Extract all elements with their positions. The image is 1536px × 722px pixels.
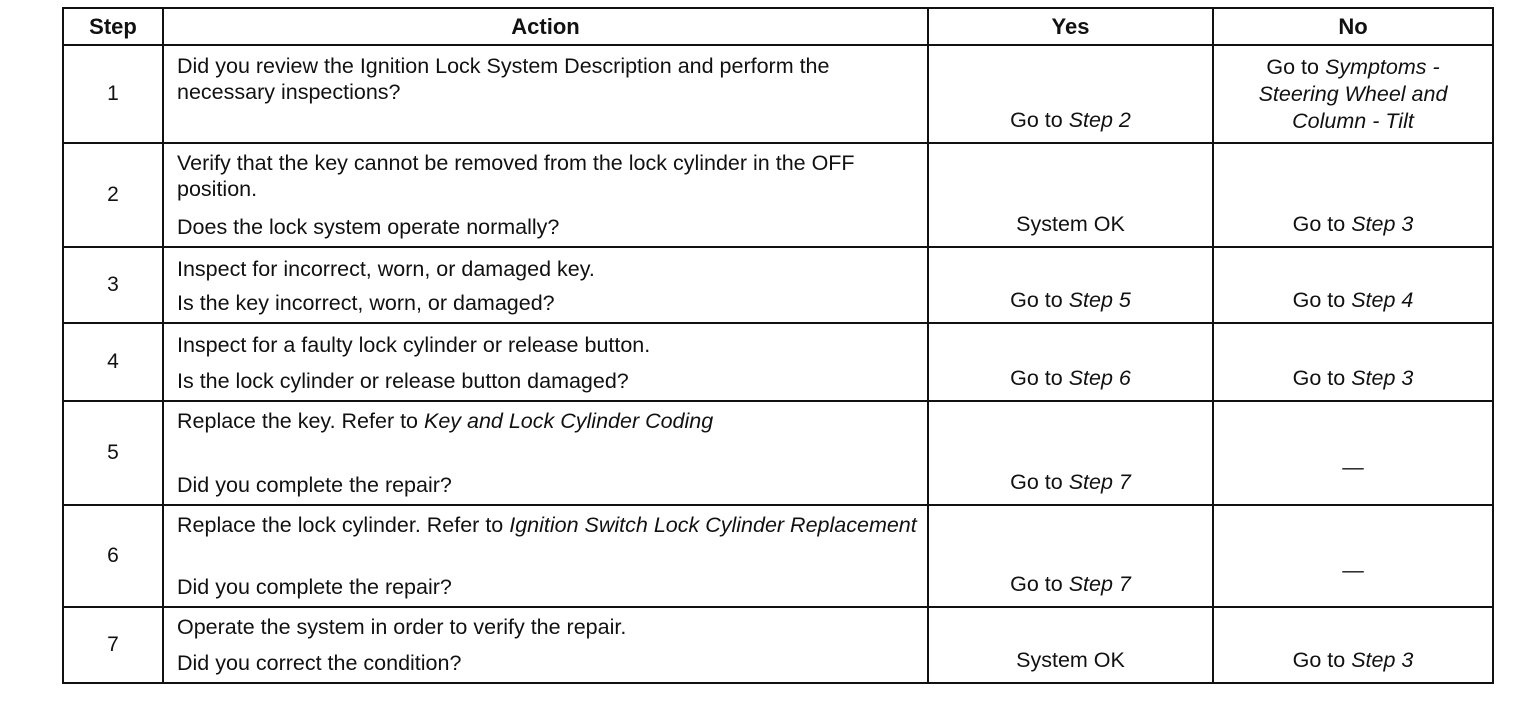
action-text: Did you review the Ignition Lock System Description and perform the necessary inspections? — [177, 54, 830, 104]
no-cell — [1213, 323, 1493, 401]
action-question: Is the lock cylinder or release button damaged? — [177, 369, 629, 393]
yes-step-link[interactable]: Step 7 — [1068, 470, 1131, 494]
action-question: Did you correct the condition? — [177, 651, 462, 675]
step-number: 4 — [63, 323, 163, 401]
yes-step-link[interactable]: Step 2 — [1068, 108, 1131, 132]
yes-prefix: Go to — [1010, 108, 1069, 132]
no-step-link[interactable]: Step 3 — [1351, 366, 1414, 390]
step-number: 2 — [63, 143, 163, 247]
action-text — [177, 408, 917, 434]
step-number: 3 — [63, 247, 163, 323]
action-prefix: Replace the lock cylinder. Refer to — [177, 513, 510, 537]
no-step-link[interactable]: Step 3 — [1351, 212, 1414, 236]
yes-step-link[interactable]: Step 6 — [1068, 366, 1131, 390]
table-row — [63, 323, 1493, 401]
yes-cell — [928, 45, 1213, 143]
yes-text: System OK — [1016, 212, 1125, 236]
table-row — [63, 401, 1493, 505]
no-step-link[interactable]: Step 4 — [1351, 288, 1414, 312]
step-number: 1 — [63, 45, 163, 143]
no-cell — [1213, 45, 1493, 143]
action-question: Did you complete the repair? — [177, 473, 452, 497]
action-text: Inspect for incorrect, worn, or damaged key. — [177, 257, 595, 281]
action-ref-link[interactable]: Ignition Switch Lock Cylinder Replacement — [509, 513, 917, 537]
action-text — [177, 512, 917, 538]
yes-cell — [928, 247, 1213, 323]
no-prefix: Go to — [1292, 212, 1352, 236]
action-text: Inspect for a faulty lock cylinder or release button. — [177, 333, 651, 357]
table-row — [63, 505, 1493, 607]
step-number: 6 — [63, 505, 163, 607]
no-prefix: Go to — [1292, 648, 1352, 672]
yes-text: System OK — [1016, 648, 1125, 672]
no-cell: — — [1213, 505, 1493, 607]
no-symptoms-link[interactable]: Symptoms - Steering Wheel and Column - Tilt — [1258, 55, 1448, 133]
table-row — [63, 45, 1493, 143]
action-question: Did you complete the repair? — [177, 575, 452, 599]
step-number: 5 — [63, 401, 163, 505]
action-cell — [163, 323, 928, 401]
diagnostic-table — [62, 7, 1494, 684]
yes-prefix: Go to — [1010, 470, 1069, 494]
action-ref-link[interactable]: Key and Lock Cylinder Coding — [423, 409, 714, 433]
table-row — [63, 607, 1493, 683]
action-question: Is the key incorrect, worn, or damaged? — [177, 291, 555, 315]
action-cell — [163, 401, 928, 505]
action-cell — [163, 247, 928, 323]
yes-prefix: Go to — [1010, 366, 1069, 390]
no-step-link[interactable]: Step 3 — [1351, 648, 1414, 672]
header-step: Step — [63, 8, 163, 45]
table-row — [63, 247, 1493, 323]
action-cell — [163, 45, 928, 143]
yes-cell — [928, 401, 1213, 505]
action-cell — [163, 607, 928, 683]
action-cell — [163, 143, 928, 247]
no-cell — [1213, 607, 1493, 683]
header-action: Action — [163, 8, 928, 45]
yes-cell — [928, 323, 1213, 401]
yes-prefix: Go to — [1010, 288, 1069, 312]
step-number: 7 — [63, 607, 163, 683]
header-no: No — [1213, 8, 1493, 45]
yes-step-link[interactable]: Step 7 — [1068, 572, 1131, 596]
action-cell — [163, 505, 928, 607]
table-row — [63, 143, 1493, 247]
no-prefix: Go to — [1292, 366, 1352, 390]
no-cell — [1213, 143, 1493, 247]
yes-prefix: Go to — [1010, 572, 1069, 596]
no-cell — [1213, 247, 1493, 323]
yes-cell — [928, 143, 1213, 247]
yes-cell — [928, 607, 1213, 683]
no-cell: — — [1213, 401, 1493, 505]
action-prefix: Replace the key. Refer to — [177, 409, 424, 433]
action-question: Does the lock system operate normally? — [177, 215, 560, 239]
action-text: Verify that the key cannot be removed from the lock cylinder in the OFF position. — [177, 151, 855, 201]
action-text: Operate the system in order to verify the repair. — [177, 615, 627, 639]
yes-cell — [928, 505, 1213, 607]
yes-step-link[interactable]: Step 5 — [1068, 288, 1131, 312]
no-prefix: Go to — [1266, 55, 1325, 79]
no-prefix: Go to — [1292, 288, 1352, 312]
header-yes: Yes — [928, 8, 1213, 45]
header-row — [63, 8, 1493, 45]
